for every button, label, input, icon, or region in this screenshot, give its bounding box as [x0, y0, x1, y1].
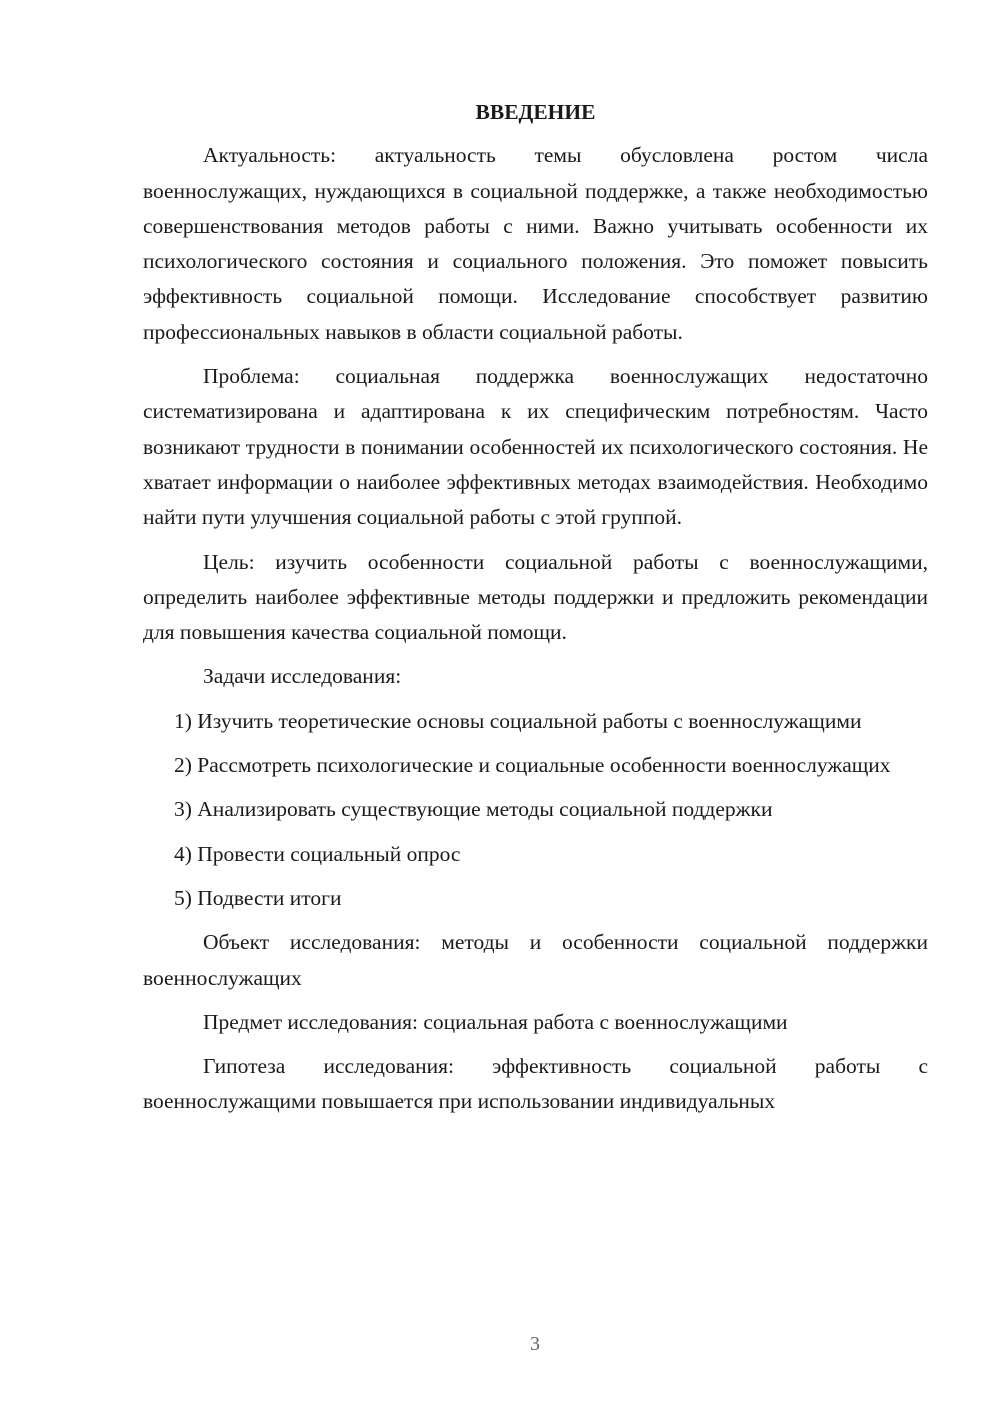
- object-paragraph: Объект исследования: методы и особенности социальной поддержки военнослужащих: [143, 930, 928, 990]
- task-item: 1) Изучить теоретические основы социальной работы с военнослужащими: [174, 708, 862, 733]
- subject-paragraph: Предмет исследования: социальная работа с военнослужащими: [203, 1009, 788, 1034]
- tasks-heading: Задачи исследования:: [203, 664, 402, 689]
- task-item: 4) Провести социальный опрос: [174, 841, 461, 866]
- goal-paragraph: Цель: изучить особенности социальной работы с военнослужащими, определить наиболее эффективные методы поддержки и предложить рекомендации для повышения качества социальной помощи.: [143, 549, 928, 645]
- page-number: 3: [530, 1333, 540, 1355]
- task-item: 3) Анализировать существующие методы социальной поддержки: [174, 797, 773, 822]
- page-title: ВВЕДЕНИЕ: [475, 100, 596, 124]
- page-content: [143, 95, 928, 1120]
- relevance-paragraph: Актуальность: актуальность темы обусловлена ростом числа военнослужащих, нуждающихся в социальной поддержке, а также необходимостью совершенствования методов работы с ними. Важно учитывать особенности их психологического состояния и социального положения. Это поможет повысить эффективность социальной помощи. Исследование способствует развитию профессиональных навыков в области социальной работы.: [143, 143, 928, 344]
- task-item: 2) Рассмотреть психологические и социальные особенности военнослужащих: [174, 753, 891, 778]
- hypothesis-paragraph: Гипотеза исследования: эффективность социальной работы с военнослужащими повышается при использовании индивидуальных: [143, 1054, 928, 1114]
- problem-paragraph: Проблема: социальная поддержка военнослужащих недостаточно систематизирована и адаптирована к их специфическим потребностям. Часто возникают трудности в понимании особенностей их психологического состояния. Не хватает информации о наиболее эффективных методах взаимодействия. Необходимо найти пути улучшения социальной работы с этой группой.: [143, 364, 928, 530]
- task-item: 5) Подвести итоги: [174, 885, 342, 910]
